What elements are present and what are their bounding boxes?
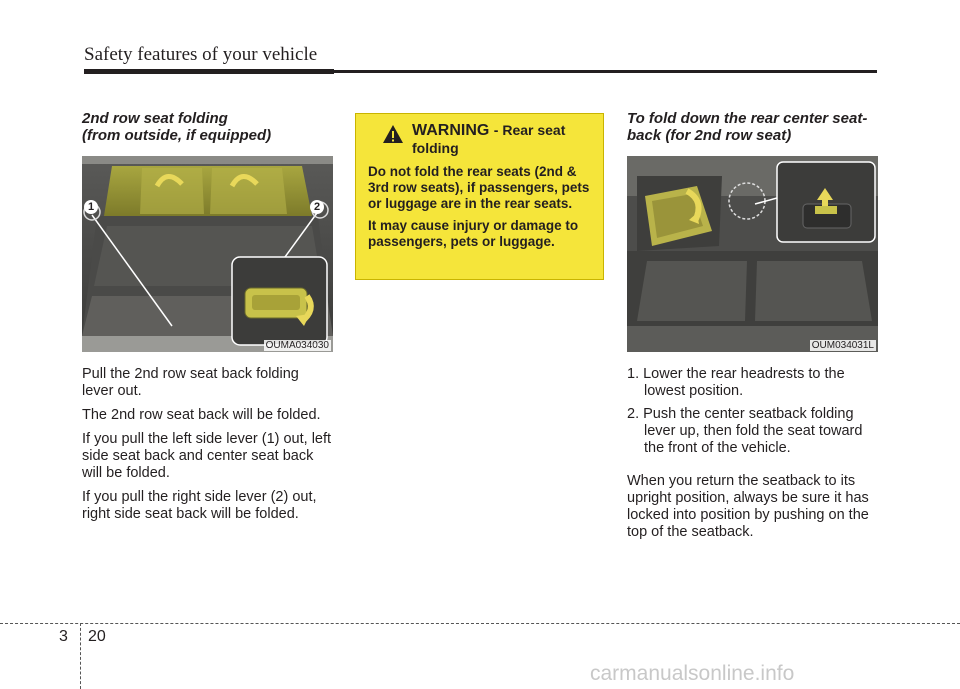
list-item: 1. Lower the rear headrests to the lowest position. [627,366,845,399]
warning-text: It may cause injury or damage to passengers, pets or luggage. [368,218,579,249]
warning-triangle-icon [382,124,404,144]
trunk-seat-photo [82,156,333,352]
paragraph: If you pull the left side lever (1) out, left side seat back and center seat back will be folded. [82,431,332,481]
section-title-center-seatback: To fold down the rear center seat- back (for 2nd row seat) [627,110,868,144]
callout-1-badge: 1 [84,200,98,214]
callout-badges [82,156,333,352]
middle-column [355,113,607,280]
photo-code: OUM034031L [811,340,874,351]
page-number: 20 [88,628,106,645]
right-column [627,110,879,548]
left-column [82,110,334,530]
warning-box [355,113,604,280]
steps-list [627,366,879,457]
callout-2-badge: 2 [310,200,324,214]
paragraph: When you return the seatback to its upright position, always be sure it has locked into position by pushing on the top of the seatback. [627,473,869,540]
watermark: carmanualsonline.info [590,662,795,685]
warning-subtitle: - Rear seat folding [412,122,566,156]
header-rule-accent [84,69,334,74]
center-seatback-illustration [627,156,878,352]
footer-divider [0,623,960,624]
warning-label: WARNING [412,122,490,139]
warning-header [368,122,593,158]
section-title-outside-folding: 2nd row seat folding (from outside, if equipped) [82,110,272,144]
footer-vertical-divider [80,623,81,689]
page-header-title: Safety features of your vehicle [84,44,318,65]
list-item: 2. Push the center seatback folding lever up, then fold the seat toward the front of the vehicle. [627,406,863,456]
center-seatback-photo [627,156,878,352]
paragraph: If you pull the right side lever (2) out, right side seat back will be folded. [82,489,317,522]
chapter-number: 3 [59,628,68,645]
warning-text: Do not fold the rear seats (2nd & 3rd row seats), if passengers, pets or luggage are in the rear seats. [368,164,590,211]
paragraph: Pull the 2nd row seat back folding lever out. [82,366,299,399]
photo-code: OUMA034030 [265,340,329,351]
paragraph: The 2nd row seat back will be folded. [82,407,321,423]
